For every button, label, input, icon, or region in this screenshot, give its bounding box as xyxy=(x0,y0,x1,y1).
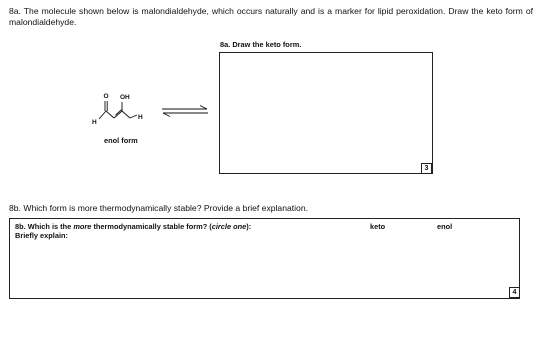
points-badge-8a: 3 xyxy=(421,163,432,174)
option-keto[interactable]: keto xyxy=(370,222,386,231)
enol-form-caption: enol form xyxy=(104,136,138,145)
atom-label-o: O xyxy=(103,93,109,100)
equilibrium-arrows xyxy=(160,104,210,118)
question-8a-text: 8a. The molecule shown below is malondialdehyde, which occurs naturally and is a marker for lipid peroxidation. Draw the keto form of malondialdehyde. xyxy=(9,6,533,27)
option-enol[interactable]: enol xyxy=(437,222,453,231)
question-8b-text: 8b. Which form is more thermodynamically stable? Provide a brief explanation. xyxy=(9,203,309,213)
atom-label-h-right: H xyxy=(138,114,143,121)
briefly-explain-label: Briefly explain: xyxy=(15,231,68,240)
points-badge-8b: 4 xyxy=(509,287,520,298)
answer-box-8b-prompt: 8b. Which is the more thermodynamically stable form? (circle one): xyxy=(15,222,252,231)
prompt-emphasis: more xyxy=(73,222,92,231)
answer-box-8a-label: 8a. Draw the keto form. xyxy=(220,40,302,49)
enol-structure xyxy=(88,86,160,132)
prompt-circle-instruction: circle one xyxy=(211,222,247,231)
atom-label-h-left: H xyxy=(92,119,97,126)
answer-box-8a[interactable] xyxy=(219,52,433,174)
atom-label-oh: OH xyxy=(120,94,130,101)
